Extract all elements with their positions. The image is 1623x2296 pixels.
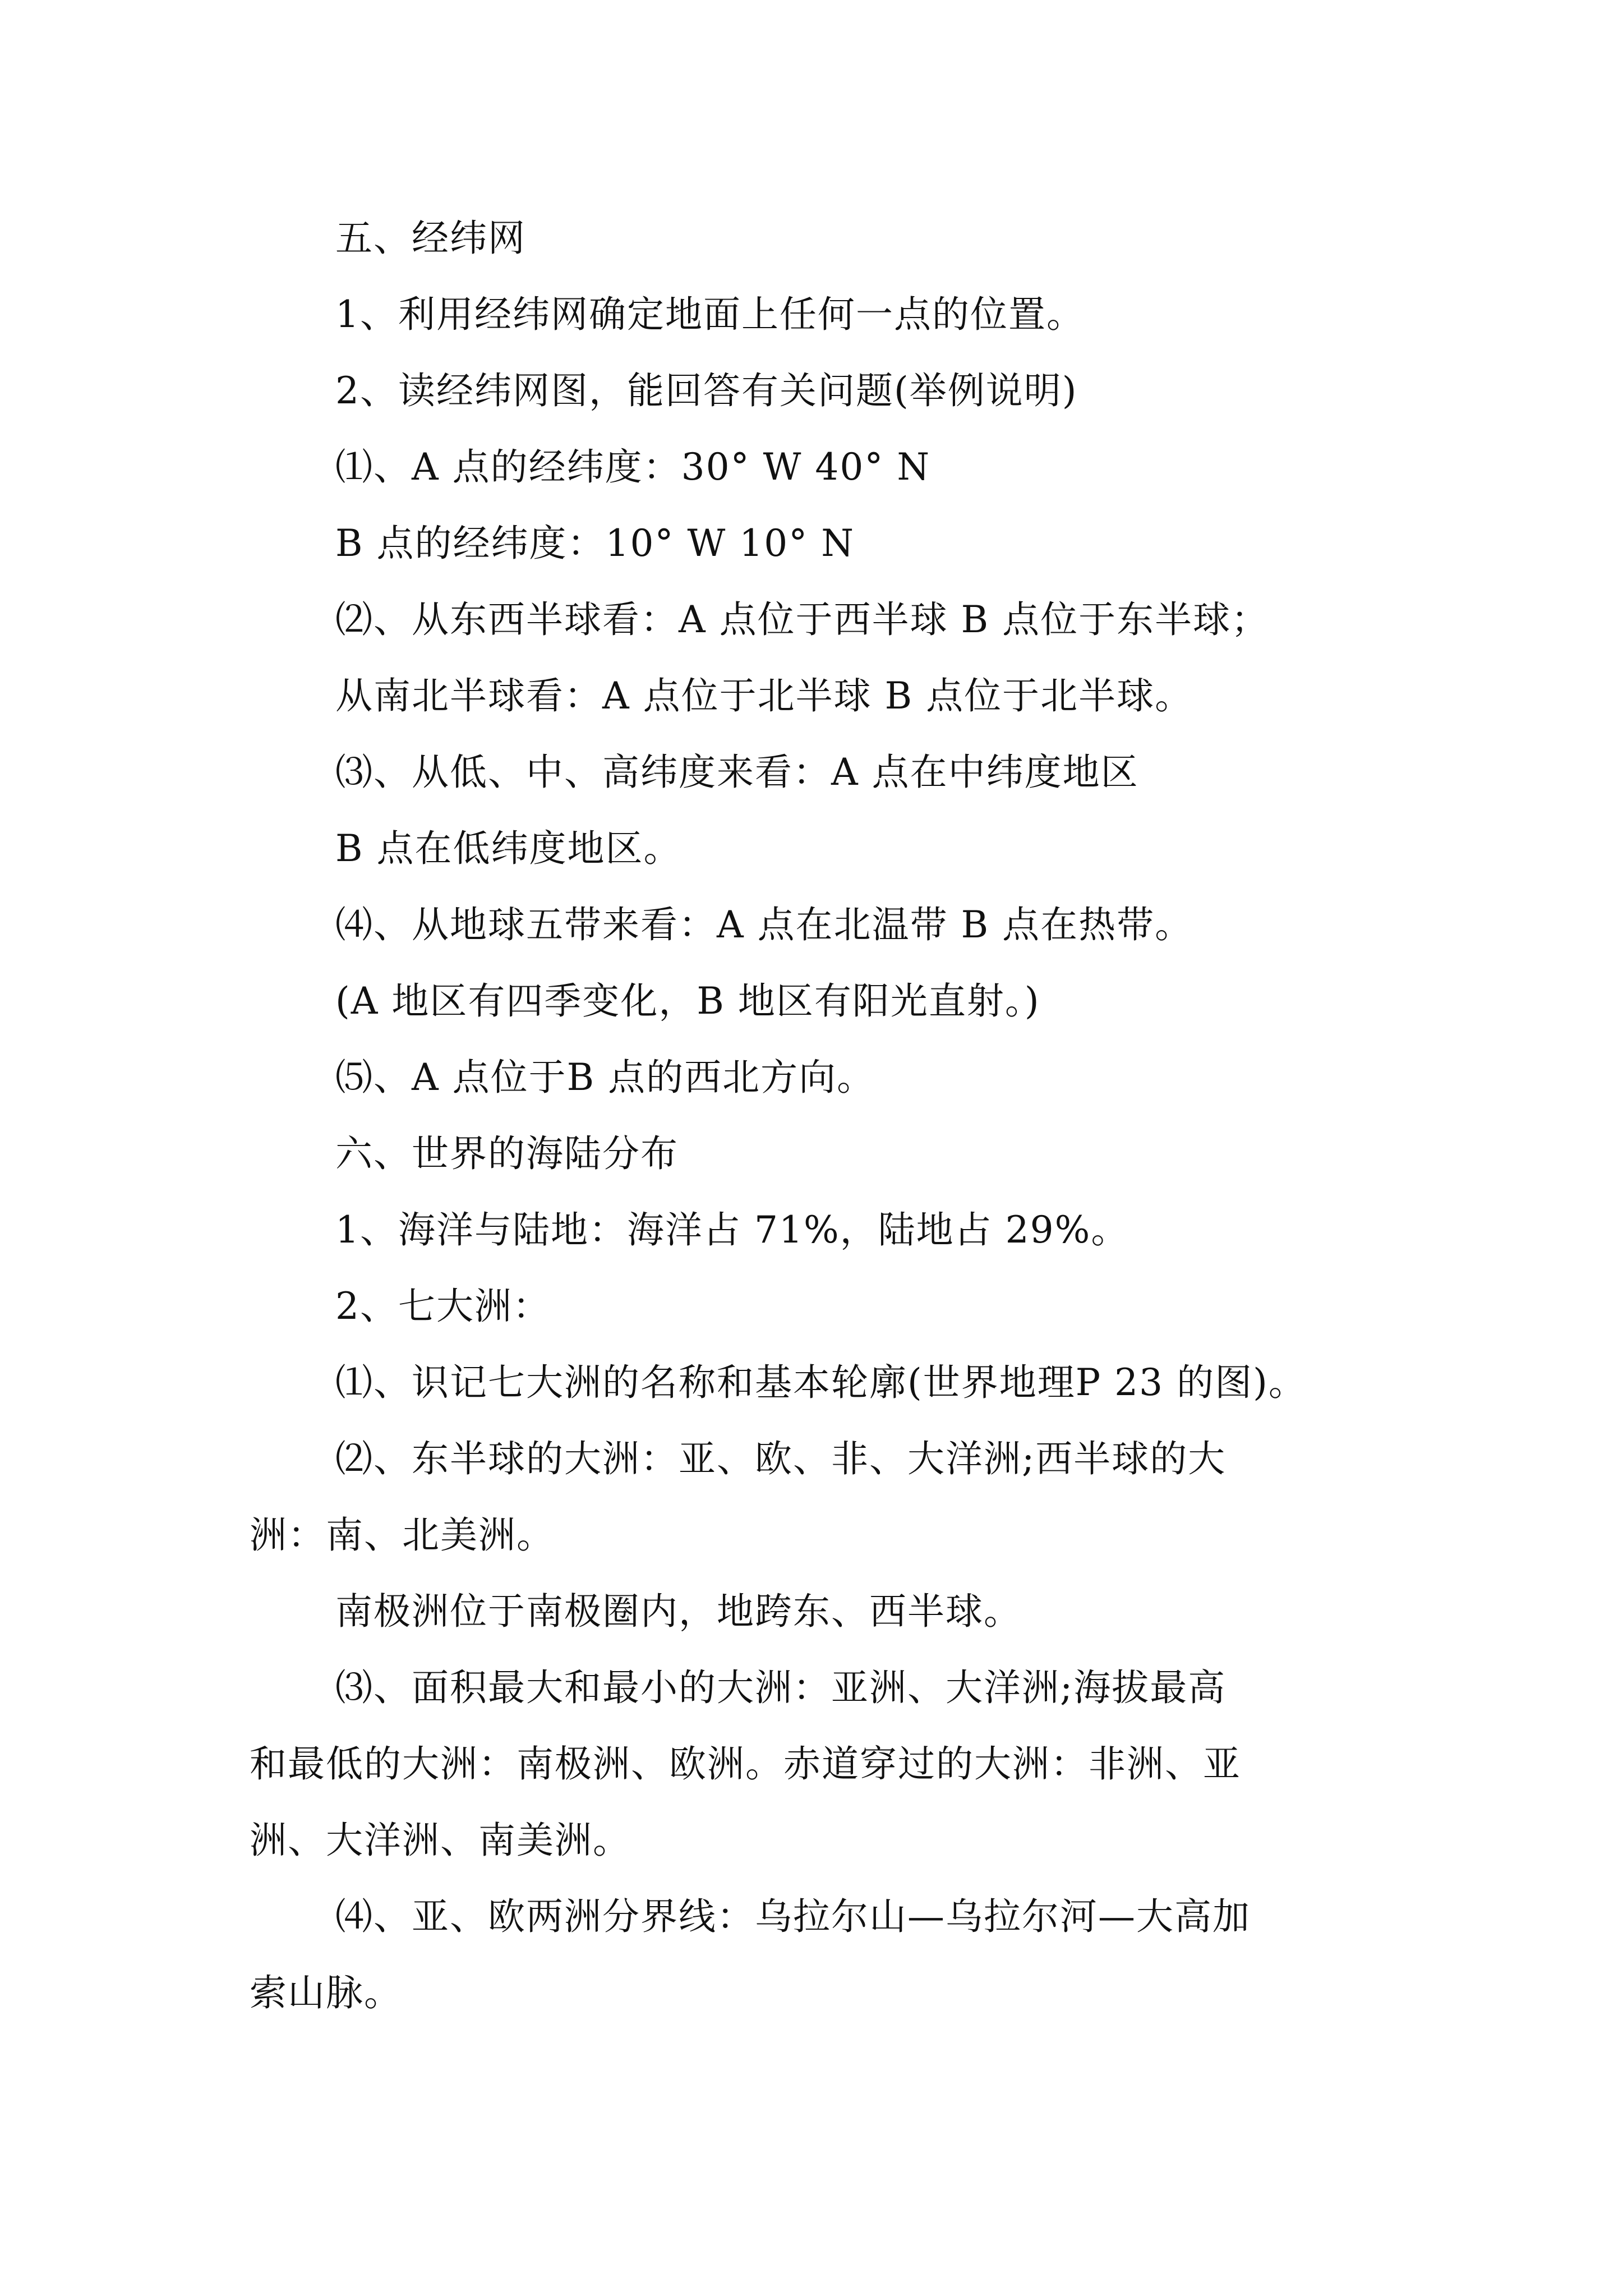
section-heading-6: 六、世界的海陆分布 [335,1132,679,1175]
paragraph-line: ⑶、面积最大和最小的大洲：亚洲、大洋洲;海拔最高 [335,1666,1227,1709]
paragraph-line-wrap: 索山脉。 [250,1971,402,2014]
paragraph-line: 1、利用经纬网确定地面上任何一点的位置。 [335,293,1085,336]
paragraph-line: B 点在低纬度地区。 [335,827,682,870]
paragraph-line: ⑵、从东西半球看：A 点位于西半球 B 点位于东半球； [335,598,1270,641]
section-heading-5: 五、经纬网 [335,217,526,260]
paragraph-line: ⑴、A 点的经纬度：30° W 40° N [335,445,931,489]
paragraph-line: 2、读经纬网图，能回答有关问题(举例说明) [335,369,1078,412]
paragraph-line: 南极洲位于南极圈内，地跨东、西半球。 [335,1590,1022,1633]
paragraph-line: B 点的经纬度：10° W 10° N [335,522,855,565]
paragraph-line: ⑵、东半球的大洲：亚、欧、非、大洋洲;西半球的大 [335,1437,1227,1480]
paragraph-line: ⑷、从地球五带来看：A 点在北温带 B 点在热带。 [335,903,1193,946]
paragraph-line: ⑶、从低、中、高纬度来看：A 点在中纬度地区 [335,751,1139,794]
paragraph-line: (A 地区有四季变化，B 地区有阳光直射。) [335,979,1040,1023]
paragraph-line: 从南北半球看：A 点位于北半球 B 点位于北半球。 [335,674,1193,717]
paragraph-line-wrap: 洲：南、北美洲。 [250,1513,555,1557]
paragraph-line-wrap: 洲、大洋洲、南美洲。 [250,1819,631,1862]
paragraph-line: ⑴、识记七大洲的名称和基本轮廓(世界地理P 23 的图)。 [335,1361,1307,1404]
paragraph-line: 2、七大洲： [335,1285,551,1328]
paragraph-line: 1、海洋与陆地：海洋占 71%，陆地占 29%。 [335,1208,1129,1251]
paragraph-line: ⑸、A 点位于B 点的西北方向。 [335,1056,875,1099]
paragraph-line-wrap: 和最低的大洲：南极洲、欧洲。赤道穿过的大洲：非洲、亚 [250,1742,1241,1786]
paragraph-line: ⑷、亚、欧两洲分界线：乌拉尔山—乌拉尔河—大高加 [335,1895,1251,1938]
